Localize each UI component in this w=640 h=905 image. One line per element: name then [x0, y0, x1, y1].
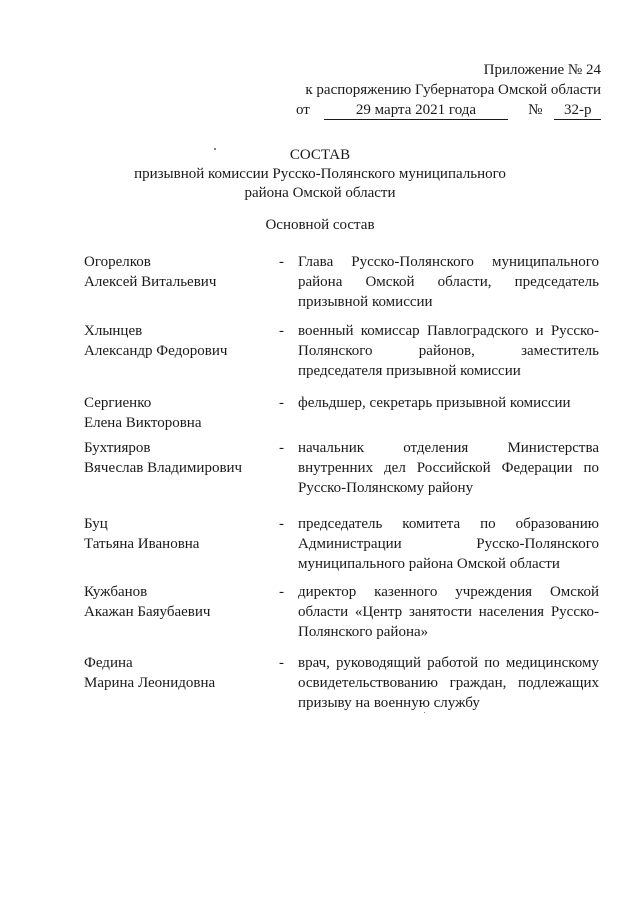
member-name — [84, 252, 274, 292]
member-surname: Сергиенко — [84, 395, 152, 411]
member-given-names: Татьяна Ивановна — [84, 536, 200, 552]
member-given-names: Акажан Баяубаевич — [84, 604, 211, 620]
member-role: начальник отделения Министерства внутренних дел Российской Федерации по Русско-Полянскому району — [298, 440, 599, 496]
from-label: от — [296, 102, 310, 118]
member-role: военный комиссар Павлоградского и Русско-Полянского районов, заместитель председателя призывной комиссии — [298, 323, 599, 379]
member-surname: Кужбанов — [84, 584, 148, 600]
appendix-date-line — [296, 100, 601, 120]
document-subtitle-line2: района Омской области — [244, 185, 396, 201]
document-title: СОСТАВ — [289, 147, 351, 163]
member-dash: - — [279, 323, 284, 339]
member-role: Глава Русско-Полянского муниципального района Омской области, председатель призывной комиссии — [298, 254, 599, 310]
member-role: директор казенного учреждения Омской области «Центр занятости населения Русско-Полянского района» — [298, 584, 599, 640]
member-role: врач, руководящий работой по медицинскому освидетельствованию граждан, подлежащих призыву на военную службу — [298, 655, 599, 711]
member-surname: Буц — [84, 516, 108, 532]
member-given-names: Алексей Витальевич — [84, 274, 217, 290]
order-date: 29 марта 2021 года — [324, 102, 508, 120]
member-dash: - — [279, 395, 284, 411]
member-surname: Бухтияров — [84, 440, 151, 456]
member-name — [84, 582, 274, 622]
member-given-names: Вячеслав Владимирович — [84, 460, 243, 476]
member-given-names: Александр Федорович — [84, 343, 228, 359]
appendix-number: Приложение № 24 — [483, 62, 601, 78]
member-role: председатель комитета по образованию Администрации Русско-Полянского муниципального района Омской области — [298, 516, 599, 572]
member-dash: - — [279, 440, 284, 456]
member-dash: - — [279, 254, 284, 270]
member-name — [84, 438, 274, 478]
member-dash: - — [279, 516, 284, 532]
member-given-names: Марина Леонидовна — [84, 675, 216, 691]
document-heading — [0, 146, 640, 203]
order-number: 32-р — [554, 102, 601, 120]
section-title: Основной состав — [265, 217, 375, 233]
document-subtitle-line1: призывной комиссии Русско-Полянского муниципального — [134, 166, 506, 182]
appendix-block — [296, 60, 601, 120]
member-surname: Федина — [84, 655, 133, 671]
member-name — [84, 514, 274, 554]
member-name — [84, 321, 274, 361]
member-name — [84, 653, 274, 693]
member-given-names: Елена Викторовна — [84, 415, 202, 431]
member-role: фельдшер, секретарь призывной комиссии — [298, 395, 571, 411]
member-surname: Хлынцев — [84, 323, 143, 339]
number-sign: № — [528, 102, 543, 118]
member-surname: Огорелков — [84, 254, 151, 270]
member-dash: - — [279, 584, 284, 600]
member-dash: - — [279, 655, 284, 671]
appendix-order-reference: к распоряжению Губернатора Омской области — [305, 82, 601, 98]
member-name — [84, 393, 274, 433]
